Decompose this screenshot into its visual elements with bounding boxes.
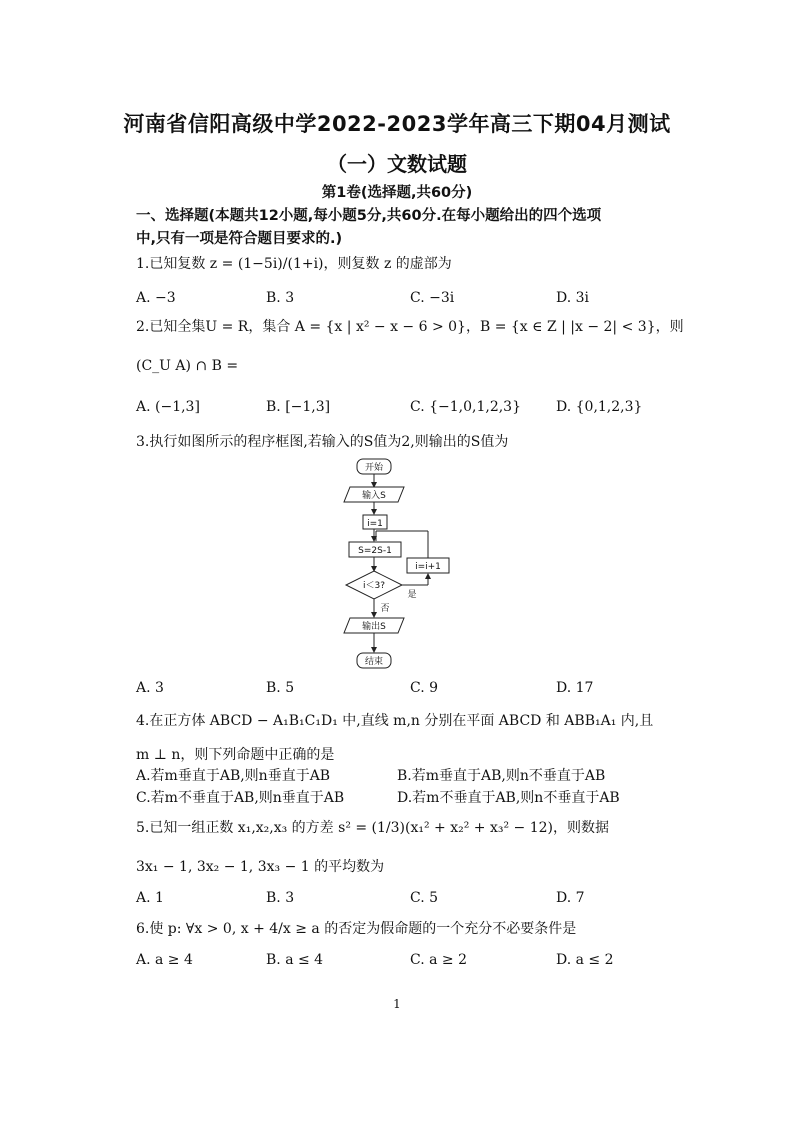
flowchart-no-label: 否 <box>380 604 390 614</box>
page-number: 1 <box>393 997 401 1011</box>
instruction-line-2: 中,只有一项是符合题目要求的.) <box>136 231 343 247</box>
page-subtitle: （一）文数试题 <box>327 152 467 176</box>
q2-option-c: C. {−1,0,1,2,3} <box>410 399 521 415</box>
flowchart-yes-label: 是 <box>407 590 417 600</box>
flowchart-increment-label: i=i+1 <box>415 562 441 572</box>
q1-option-c: C. −3i <box>410 290 455 306</box>
q4-option-d: D.若m不垂直于AB,则n不垂直于AB <box>397 790 620 806</box>
q6-option-b: B. a ≤ 4 <box>266 952 324 968</box>
question-2-stem-2: (C_U A) ∩ B = <box>136 358 239 374</box>
q4-option-c: C.若m不垂直于AB,则n垂直于AB <box>136 790 345 806</box>
q2-option-d: D. {0,1,2,3} <box>556 399 643 415</box>
question-6-stem: 6.使 p: ∀x > 0, x + 4/x ≥ a 的否定为假命题的一个充分不必要条件是 <box>136 921 577 937</box>
question-2-stem: 2.已知全集U = R，集合 A = {x | x² − x − 6 > 0}，B = {x ∈ Z | |x − 2| < 3}，则 <box>136 319 684 335</box>
flowchart-input-label: 输入S <box>362 491 386 501</box>
q2-option-a: A. (−1,3] <box>136 399 200 415</box>
flowchart-start-label: 开始 <box>364 463 384 473</box>
q3-option-c: C. 9 <box>410 680 439 696</box>
q5-option-b: B. 3 <box>266 890 295 906</box>
flowchart-init-label: i=1 <box>367 519 383 529</box>
question-3-stem: 3.执行如图所示的程序框图,若输入的S值为2,则输出的S值为 <box>136 434 509 450</box>
q4-option-b: B.若m垂直于AB,则n不垂直于AB <box>397 768 606 784</box>
instruction-line-1: 一、选择题(本题共12小题,每小题5分,共60分.在每小题给出的四个选项 <box>136 208 602 224</box>
flowchart <box>340 455 460 673</box>
q5-option-c: C. 5 <box>410 890 439 906</box>
q1-option-b: B. 3 <box>266 290 295 306</box>
question-4-stem-2: m ⊥ n，则下列命题中正确的是 <box>136 747 335 763</box>
question-4-stem: 4.在正方体 ABCD − A₁B₁C₁D₁ 中,直线 m,n 分别在平面 ABCD 和 ABB₁A₁ 内,且 <box>136 713 654 729</box>
question-5-stem: 5.已知一组正数 x₁,x₂,x₃ 的方差 s² = (1/3)(x₁² + x₂² + x₃² − 12)，则数据 <box>136 820 610 836</box>
flowchart-end-label: 结束 <box>364 657 384 667</box>
q5-option-a: A. 1 <box>136 890 164 906</box>
question-5-stem-2: 3x₁ − 1, 3x₂ − 1, 3x₃ − 1 的平均数为 <box>136 859 385 875</box>
q3-option-d: D. 17 <box>556 680 594 696</box>
q1-option-d: D. 3i <box>556 290 590 306</box>
q3-option-b: B. 5 <box>266 680 295 696</box>
q1-option-a: A. −3 <box>136 290 176 306</box>
flowchart-process-label: S=2S-1 <box>358 546 392 556</box>
q2-option-b: B. [−1,3] <box>266 399 331 415</box>
q3-option-a: A. 3 <box>136 680 164 696</box>
q6-option-d: D. a ≤ 2 <box>556 952 614 968</box>
page-title: 河南省信阳高级中学2022-2023学年高三下期04月测试 <box>123 112 671 136</box>
q6-option-a: A. a ≥ 4 <box>136 952 193 968</box>
question-1-stem: 1.已知复数 z = (1−5i)/(1+i)，则复数 z 的虚部为 <box>136 256 452 272</box>
q6-option-c: C. a ≥ 2 <box>410 952 467 968</box>
q5-option-d: D. 7 <box>556 890 585 906</box>
q4-option-a: A.若m垂直于AB,则n垂直于AB <box>136 768 331 784</box>
flowchart-output-label: 输出S <box>362 622 386 632</box>
volume-heading: 第1卷(选择题,共60分) <box>321 185 473 201</box>
flowchart-decision-label: i＜3? <box>362 581 386 591</box>
